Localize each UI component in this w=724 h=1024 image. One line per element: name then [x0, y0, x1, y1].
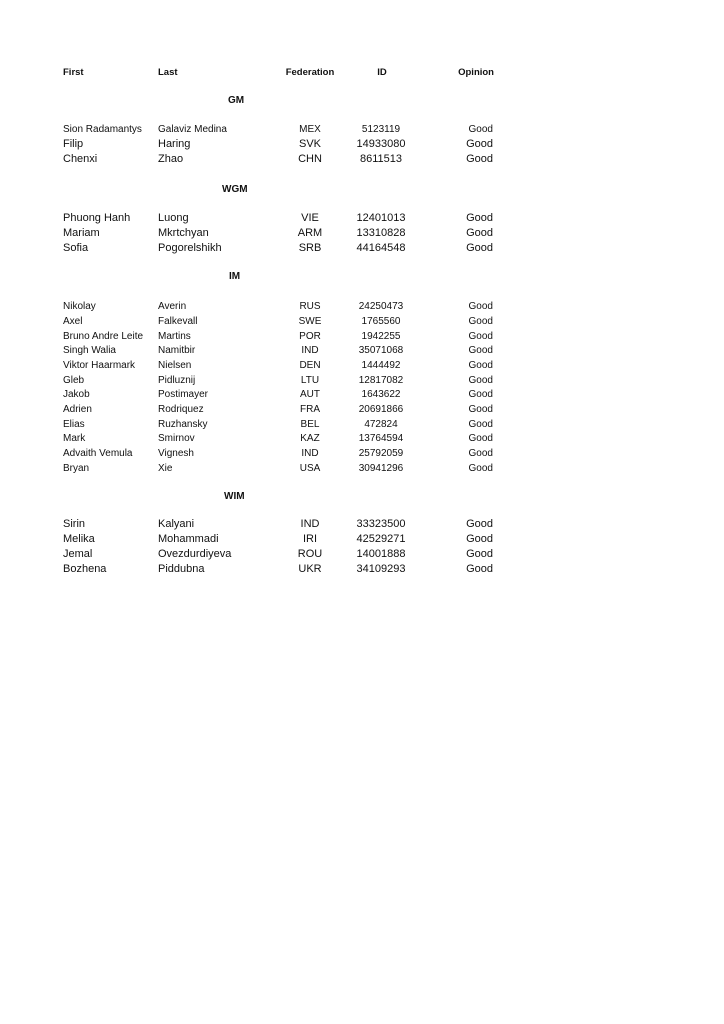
cell-first: Nikolay: [63, 301, 96, 312]
cell-last: Smirnov: [158, 433, 195, 444]
cell-federation: IRI: [302, 533, 318, 545]
cell-id: 24250473: [358, 301, 404, 312]
table-row: [0, 344, 724, 358]
cell-federation: VIE: [301, 212, 319, 224]
cell-federation: IND: [301, 345, 319, 356]
cell-last: Ruzhansky: [158, 419, 208, 430]
cell-first: Mark: [63, 433, 86, 444]
table-row: [0, 211, 724, 225]
cell-opinion: Good: [468, 124, 493, 135]
cell-last: Xie: [158, 463, 173, 474]
cell-opinion: Good: [468, 375, 493, 386]
cell-id: 12817082: [358, 375, 404, 386]
cell-opinion: Good: [468, 448, 493, 459]
cell-id: 472824: [364, 419, 398, 430]
cell-federation: AUT: [300, 389, 320, 400]
cell-id: 12401013: [356, 212, 406, 224]
cell-first: Jakob: [63, 389, 90, 400]
cell-id: 42529271: [356, 533, 406, 545]
section-title-wgm: WGM: [222, 184, 248, 195]
table-row: [0, 562, 724, 576]
cell-opinion: Good: [468, 463, 493, 474]
cell-first: Elias: [63, 419, 85, 430]
header-last: Last: [158, 67, 178, 78]
cell-first: Axel: [63, 316, 83, 327]
cell-federation: KAZ: [300, 433, 320, 444]
cell-opinion: Good: [466, 227, 493, 239]
cell-first: Sofia: [63, 242, 89, 254]
cell-first: Mariam: [63, 227, 100, 239]
cell-first: Viktor Haarmark: [63, 360, 136, 371]
cell-federation: IND: [300, 518, 320, 530]
cell-opinion: Good: [466, 212, 493, 224]
table-row: [0, 359, 724, 373]
table-row: [0, 517, 724, 531]
cell-first: Chenxi: [63, 153, 98, 165]
table-row: [0, 418, 724, 432]
cell-federation: RUS: [299, 301, 321, 312]
cell-opinion: Good: [466, 518, 493, 530]
cell-federation: BEL: [300, 419, 320, 430]
cell-opinion: Good: [466, 533, 493, 545]
cell-opinion: Good: [466, 548, 493, 560]
header-id: ID: [377, 67, 387, 78]
header-federation: Federation: [285, 67, 335, 78]
cell-last: Mkrtchyan: [158, 227, 209, 239]
cell-id: 1765560: [361, 316, 401, 327]
cell-first: Bryan: [63, 463, 90, 474]
cell-last: Mohammadi: [158, 533, 219, 545]
table-row: [0, 447, 724, 461]
cell-id: 13310828: [356, 227, 406, 239]
cell-id: 34109293: [356, 563, 406, 575]
cell-federation: IND: [301, 448, 319, 459]
table-row: [0, 403, 724, 417]
cell-last: Rodriquez: [158, 404, 204, 415]
cell-last: Piddubna: [158, 563, 205, 575]
cell-last: Pogorelshikh: [158, 242, 222, 254]
cell-first: Filip: [63, 138, 84, 150]
cell-last: Postimayer: [158, 389, 209, 400]
cell-federation: SVK: [298, 138, 321, 150]
section-title-im: IM: [229, 271, 241, 282]
cell-first: Advaith Vemula: [63, 448, 133, 459]
cell-opinion: Good: [468, 331, 493, 342]
cell-federation: DEN: [299, 360, 321, 371]
cell-id: 44164548: [356, 242, 406, 254]
cell-id: 8611513: [359, 153, 402, 165]
table-row: [0, 388, 724, 402]
cell-id: 25792059: [358, 448, 404, 459]
cell-first: Melika: [63, 533, 95, 545]
cell-federation: SRB: [298, 242, 322, 254]
cell-id: 1942255: [361, 331, 401, 342]
cell-id: 30941296: [358, 463, 404, 474]
cell-opinion: Good: [468, 345, 493, 356]
cell-id: 35071068: [358, 345, 404, 356]
cell-id: 33323500: [356, 518, 406, 530]
table-row: [0, 547, 724, 561]
cell-last: Pidluznij: [158, 375, 196, 386]
column-header-row: [0, 66, 724, 80]
cell-opinion: Good: [468, 316, 493, 327]
cell-first: Jemal: [63, 548, 93, 560]
cell-first: Adrien: [63, 404, 92, 415]
section-title-wim: WIM: [224, 491, 245, 502]
header-first: First: [63, 67, 84, 78]
cell-first: Sirin: [63, 518, 86, 530]
cell-opinion: Good: [468, 433, 493, 444]
table-row: [0, 315, 724, 329]
cell-id: 20691866: [358, 404, 404, 415]
table-row: [0, 226, 724, 240]
header-opinion: Opinion: [458, 67, 494, 78]
cell-federation: POR: [299, 331, 321, 342]
cell-last: Luong: [158, 212, 189, 224]
cell-last: Namitbir: [158, 345, 196, 356]
table-row: [0, 330, 724, 344]
cell-federation: FRA: [300, 404, 320, 415]
cell-opinion: Good: [468, 404, 493, 415]
cell-opinion: Good: [468, 360, 493, 371]
cell-opinion: Good: [466, 138, 493, 150]
table-row: [0, 123, 724, 137]
cell-last: Galaviz Medina: [158, 124, 227, 135]
cell-id: 1643622: [361, 389, 401, 400]
cell-first: Bruno Andre Leite: [63, 331, 144, 342]
cell-first: Sion Radamantys: [63, 124, 142, 135]
cell-first: Singh Walia: [63, 345, 116, 356]
table-row: [0, 152, 724, 166]
cell-opinion: Good: [468, 389, 493, 400]
cell-last: Kalyani: [158, 518, 195, 530]
cell-federation: UKR: [298, 563, 322, 575]
cell-opinion: Good: [466, 563, 493, 575]
cell-federation: USA: [299, 463, 321, 474]
cell-last: Martins: [158, 331, 191, 342]
cell-federation: SWE: [298, 316, 322, 327]
cell-id: 14933080: [356, 138, 406, 150]
cell-opinion: Good: [468, 301, 493, 312]
table-row: [0, 462, 724, 476]
cell-opinion: Good: [468, 419, 493, 430]
cell-last: Falkevall: [158, 316, 198, 327]
cell-federation: CHN: [298, 153, 322, 165]
cell-opinion: Good: [466, 153, 493, 165]
section-title-gm: GM: [228, 95, 245, 106]
cell-last: Haring: [158, 138, 191, 150]
cell-last: Vignesh: [158, 448, 194, 459]
cell-last: Averin: [158, 301, 187, 312]
table-row: [0, 241, 724, 255]
cell-federation: ROU: [297, 548, 323, 560]
cell-id: 1444492: [361, 360, 401, 371]
table-row: [0, 300, 724, 314]
cell-id: 14001888: [356, 548, 406, 560]
cell-last: Ovezdurdiyeva: [158, 548, 232, 560]
cell-opinion: Good: [466, 242, 493, 254]
cell-federation: MEX: [299, 124, 321, 135]
table-row: [0, 432, 724, 446]
cell-first: Phuong Hanh: [63, 212, 131, 224]
cell-first: Bozhena: [63, 563, 107, 575]
cell-first: Gleb: [63, 375, 85, 386]
cell-federation: ARM: [297, 227, 323, 239]
cell-last: Nielsen: [158, 360, 192, 371]
cell-federation: LTU: [300, 375, 320, 386]
table-row: [0, 532, 724, 546]
cell-id: 13764594: [358, 433, 404, 444]
table-row: [0, 374, 724, 388]
cell-last: Zhao: [158, 153, 184, 165]
table-row: [0, 137, 724, 151]
cell-id: 5123119: [361, 124, 401, 135]
